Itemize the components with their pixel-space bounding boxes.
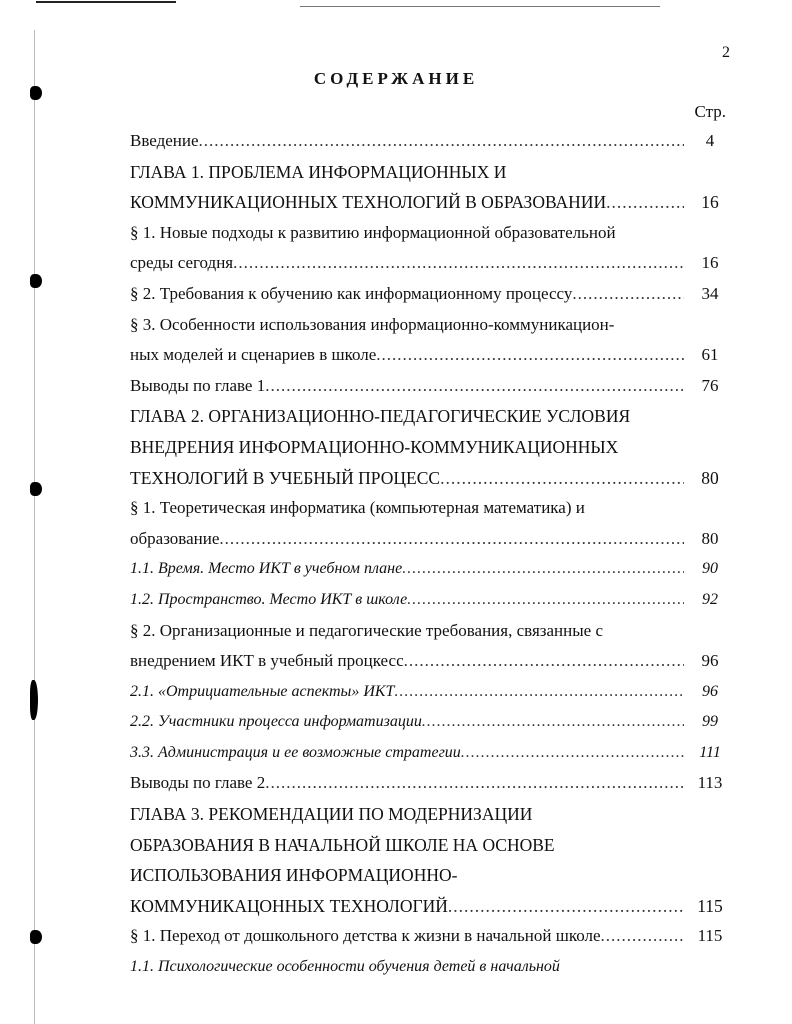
toc-leader-dots bbox=[448, 891, 684, 922]
toc-leader-dots bbox=[422, 707, 684, 738]
toc-entry bbox=[130, 432, 736, 463]
toc-entry bbox=[130, 830, 736, 861]
toc-entry-text: ИСПОЛЬЗОВАНИЯ ИНФОРМАЦИОННО- bbox=[130, 865, 458, 886]
toc-entry-text: 2.1. «Отрициательные аспекты» ИКТ bbox=[130, 682, 395, 700]
toc-entry-page: 96 bbox=[702, 682, 718, 700]
toc-entry-text: ГЛАВА 2. ОРГАНИЗАЦИОННО-ПЕДАГОГИЧЕСКИЕ УСЛОВИЯ bbox=[130, 406, 631, 427]
toc-entry bbox=[130, 248, 736, 279]
toc-entry-page: 61 bbox=[701, 345, 719, 365]
toc-entry-text: ГЛАВА 3. РЕКОМЕНДАЦИИ ПО МОДЕРНИЗАЦИИ bbox=[130, 804, 533, 825]
toc-entry bbox=[130, 677, 736, 708]
toc-entry bbox=[130, 463, 736, 494]
toc-entry-text: ТЕХНОЛОГИЙ В УЧЕБНЫЙ ПРОЦЕСС bbox=[130, 467, 441, 488]
toc-entry bbox=[130, 554, 736, 585]
toc-leader-dots bbox=[461, 738, 684, 769]
toc-entry-text: КОММУНИКАЦОННЫХ ТЕХНОЛОГИЙ bbox=[130, 895, 448, 916]
toc-entry bbox=[130, 340, 736, 371]
toc-leader-dots bbox=[265, 768, 684, 799]
punch-hole-mark bbox=[30, 274, 42, 288]
toc-entry bbox=[130, 310, 736, 341]
toc-entry bbox=[130, 218, 736, 249]
toc-entry bbox=[130, 371, 736, 402]
toc-entry-text: образование bbox=[130, 528, 220, 548]
toc-entry-text: ВНЕДРЕНИЯ ИНФОРМАЦИОННО-КОММУНИКАЦИОННЫХ bbox=[130, 436, 619, 457]
toc-leader-dots bbox=[402, 554, 684, 585]
toc-entry bbox=[130, 524, 736, 555]
toc-entry-text: Выводы по главе 2 bbox=[130, 773, 266, 793]
toc-entry-text: § 2. Организационные и педагогические требования, связанные с bbox=[130, 620, 603, 640]
toc-entry bbox=[130, 646, 736, 677]
toc-entry-text: 1.1. Психологические особенности обучения детей в начальной bbox=[130, 958, 560, 976]
toc-leader-dots bbox=[440, 463, 684, 494]
toc-entry bbox=[130, 126, 736, 157]
toc-entry-page: 115 bbox=[697, 926, 723, 946]
toc-entry-page: 90 bbox=[702, 560, 718, 578]
toc-entry-page: 99 bbox=[702, 713, 718, 731]
table-of-contents bbox=[130, 126, 736, 983]
toc-entry-text: 3.3. Администрация и ее возможные стратегии bbox=[130, 743, 461, 761]
binding-edge bbox=[34, 30, 35, 1024]
toc-entry-text: ГЛАВА 1. ПРОБЛЕМА ИНФОРМАЦИОННЫХ И bbox=[130, 161, 507, 182]
toc-entry bbox=[130, 799, 736, 830]
toc-entry bbox=[130, 493, 736, 524]
toc-entry bbox=[130, 891, 736, 922]
punch-hole-mark bbox=[30, 680, 38, 720]
toc-entry-page: 111 bbox=[699, 743, 721, 761]
toc-leader-dots bbox=[606, 187, 684, 218]
toc-entry bbox=[130, 585, 736, 616]
toc-entry-page: 96 bbox=[701, 651, 719, 671]
toc-entry-page: 16 bbox=[701, 253, 719, 273]
page-column-header: Стр. bbox=[694, 102, 726, 121]
toc-entry bbox=[130, 921, 736, 952]
toc-entry-text: внедрением ИКТ в учебный процкесс bbox=[130, 651, 404, 671]
toc-entry-page: 113 bbox=[697, 773, 723, 793]
toc-entry-text: 1.1. Время. Место ИКТ в учебном плане bbox=[130, 560, 403, 578]
toc-leader-dots bbox=[407, 585, 684, 616]
toc-leader-dots bbox=[394, 677, 684, 708]
toc-leader-dots bbox=[219, 524, 684, 555]
toc-entry-text: 1.2. Пространство. Место ИКТ в школе bbox=[130, 590, 408, 608]
toc-leader-dots bbox=[376, 340, 684, 371]
toc-entry-text: Введение bbox=[130, 131, 199, 150]
toc-entry bbox=[130, 187, 736, 218]
toc-leader-dots bbox=[265, 371, 684, 402]
toc-entry-page: 16 bbox=[701, 192, 719, 213]
toc-entry bbox=[130, 952, 736, 983]
toc-entry bbox=[130, 616, 736, 647]
punch-hole-mark bbox=[30, 482, 42, 496]
toc-entry-text: КОММУНИКАЦИОННЫХ ТЕХНОЛОГИЙ В ОБРАЗОВАНИИ bbox=[130, 192, 607, 213]
toc-entry bbox=[130, 157, 736, 188]
toc-leader-dots bbox=[601, 921, 684, 952]
toc-entry-page: 4 bbox=[705, 131, 715, 150]
scan-artifact-line bbox=[36, 1, 176, 3]
toc-entry-text: § 3. Особенности использования информационно-коммуникацион- bbox=[130, 314, 615, 334]
toc-leader-dots bbox=[199, 126, 684, 157]
toc-leader-dots bbox=[404, 646, 684, 677]
toc-entry-text: ных моделей и сценариев в школе bbox=[130, 345, 377, 365]
toc-entry bbox=[130, 707, 736, 738]
toc-leader-dots bbox=[572, 279, 684, 310]
toc-entry-page: 92 bbox=[702, 590, 718, 608]
toc-entry-text: § 1. Теоретическая информатика (компьютерная математика) и bbox=[130, 498, 585, 518]
toc-entry-text: ОБРАЗОВАНИЯ В НАЧАЛЬНОЙ ШКОЛЕ НА ОСНОВЕ bbox=[130, 834, 555, 855]
toc-entry-text: § 1. Новые подходы к развитию информационной образовательной bbox=[130, 222, 616, 242]
toc-entry-text: § 1. Переход от дошкольного детства к жизни в начальной школе bbox=[130, 926, 601, 946]
toc-entry-text: § 2. Требования к обучению как информационному процессу bbox=[130, 283, 573, 303]
page-number: 2 bbox=[722, 44, 730, 61]
toc-leader-dots bbox=[233, 248, 684, 279]
toc-entry bbox=[130, 768, 736, 799]
toc-entry bbox=[130, 860, 736, 891]
toc-entry bbox=[130, 738, 736, 769]
toc-entry-page: 76 bbox=[701, 375, 719, 395]
toc-entry bbox=[130, 279, 736, 310]
toc-entry-page: 34 bbox=[701, 283, 719, 303]
punch-hole-mark bbox=[30, 930, 42, 944]
toc-entry-text: 2.2. Участники процесса информатизации bbox=[130, 713, 422, 731]
toc-entry bbox=[130, 401, 736, 432]
toc-entry-page: 115 bbox=[697, 895, 723, 916]
toc-entry-text: Выводы по главе 1 bbox=[130, 375, 266, 395]
page-title: СОДЕРЖАНИЕ bbox=[313, 69, 479, 88]
toc-entry-page: 80 bbox=[701, 467, 719, 488]
scan-artifact-line bbox=[300, 6, 660, 7]
toc-entry-text: среды сегодня bbox=[130, 253, 234, 273]
toc-entry-page: 80 bbox=[701, 528, 719, 548]
